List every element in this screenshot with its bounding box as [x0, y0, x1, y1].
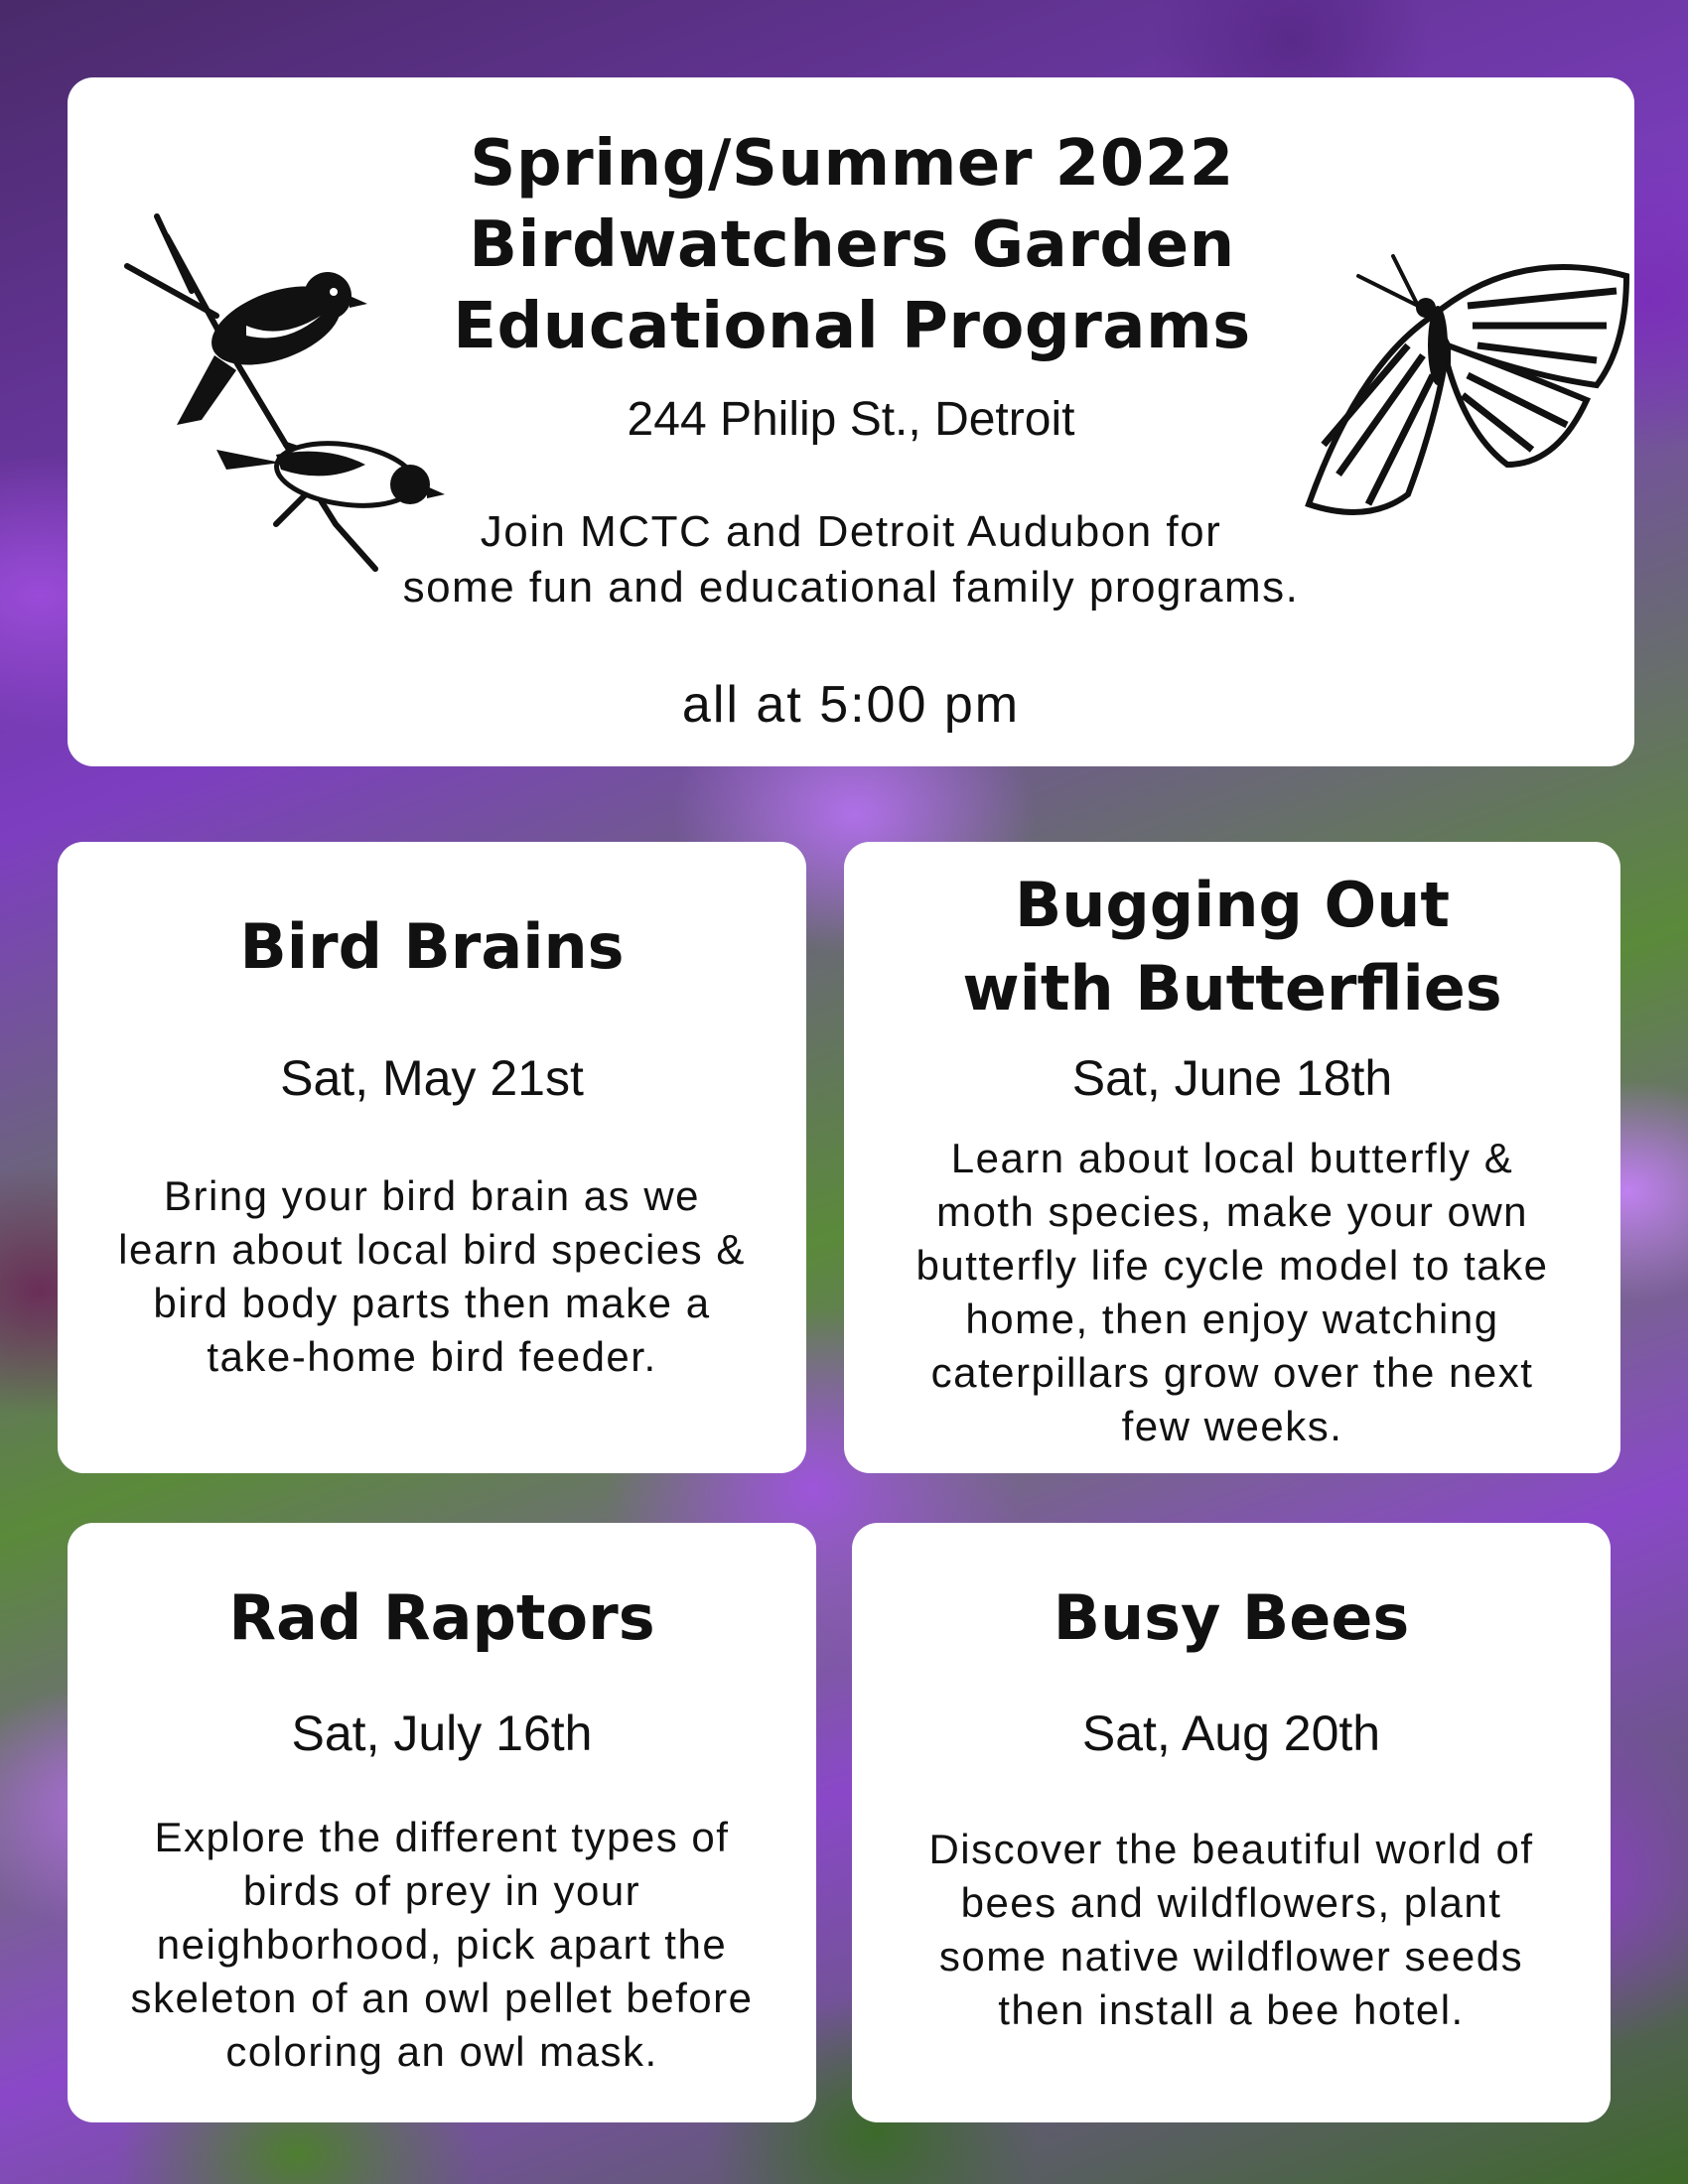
program-title-line: Rad Raptors: [228, 1581, 655, 1654]
header-card: [68, 77, 1634, 766]
description-line: moth species, make your own: [935, 1188, 1529, 1235]
description-line: few weeks.: [1121, 1403, 1343, 1449]
program-title: [844, 864, 1620, 1030]
program-card-bird-brains: [58, 842, 806, 1473]
program-title-line: with Butterflies: [962, 952, 1502, 1024]
description-line: Learn about local butterfly &: [950, 1135, 1514, 1181]
program-time: all at 5:00 pm: [681, 676, 1021, 734]
intro-text: [68, 504, 1634, 615]
page-title: [445, 123, 1259, 367]
description-line: skeleton of an owl pellet before: [130, 1975, 754, 2021]
program-title-line: Busy Bees: [1053, 1581, 1410, 1654]
description-line: learn about local bird species &: [118, 1226, 746, 1273]
description-line: then install a bee hotel.: [998, 1986, 1465, 2033]
program-title: [58, 907, 806, 987]
program-title-line: Bird Brains: [239, 910, 625, 983]
program-description: [844, 1132, 1620, 1453]
description-line: coloring an owl mask.: [225, 2028, 658, 2075]
address: 244 Philip St., Detroit: [627, 393, 1075, 446]
program-date: Sat, May 21st: [280, 1050, 584, 1106]
description-line: birds of prey in your: [242, 1867, 641, 1914]
description-line: Discover the beautiful world of: [928, 1826, 1534, 1872]
program-title: [852, 1578, 1611, 1658]
program-title-line: Bugging Out: [1015, 869, 1450, 941]
description-line: caterpillars grow over the next: [930, 1349, 1534, 1396]
program-title: [68, 1578, 816, 1658]
butterfly-icon: [1299, 236, 1636, 534]
description-line: butterfly life cycle model to take: [915, 1242, 1549, 1289]
description-line: bees and wildflowers, plant: [960, 1879, 1502, 1926]
program-card-busy-bees: [852, 1523, 1611, 2122]
program-description: [852, 1823, 1611, 2037]
intro-line: Join MCTC and Detroit Audubon for: [480, 507, 1222, 556]
title-line: Spring/Summer 2022: [470, 127, 1234, 201]
description-line: home, then enjoy watching: [965, 1296, 1499, 1342]
program-date: Sat, July 16th: [291, 1706, 593, 1761]
description-line: Bring your bird brain as we: [163, 1172, 701, 1219]
program-description: [68, 1811, 816, 2079]
intro-line: some fun and educational family programs.: [402, 563, 1300, 612]
program-card-rad-raptors: [68, 1523, 816, 2122]
program-date: Sat, June 18th: [1071, 1050, 1393, 1106]
description-line: take-home bird feeder.: [207, 1333, 657, 1380]
description-line: some native wildflower seeds: [938, 1933, 1524, 1979]
description-line: bird body parts then make a: [153, 1280, 711, 1326]
program-description: [58, 1169, 806, 1384]
description-line: neighborhood, pick apart the: [156, 1921, 728, 1968]
program-card-bugging-out: [844, 842, 1620, 1473]
title-line: Educational Programs: [453, 290, 1251, 363]
program-date: Sat, Aug 20th: [1081, 1706, 1381, 1761]
title-line: Birdwatchers Garden: [469, 208, 1235, 282]
description-line: Explore the different types of: [154, 1814, 730, 1860]
